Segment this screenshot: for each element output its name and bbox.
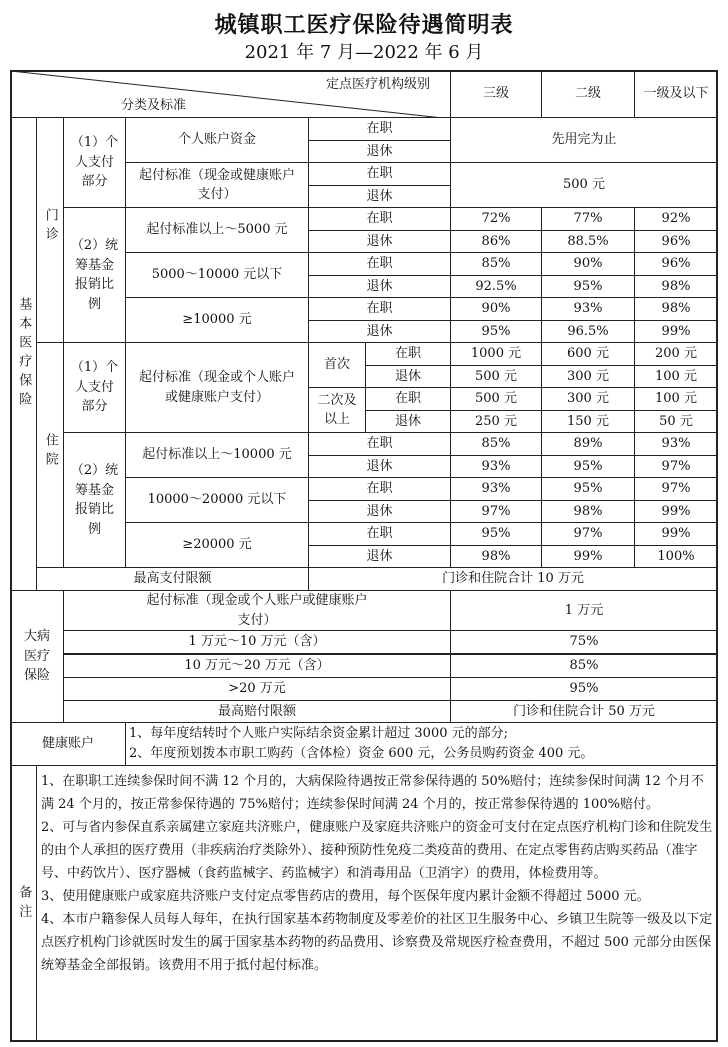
inpatient-deductible-employed: 200 元 bbox=[634, 342, 718, 366]
outpatient-rate-employed: 72% bbox=[450, 207, 542, 231]
note-item: 1、在职职工连续参保时间不满 12 个月的，大病保险待遇按正常参保待遇的 50%赔付；连续参保时间满 12 个月不满 24 个月的，按正常参保待遇的 75%赔付；连续参保时间满 24 个月的，按正常参保待遇的 100%赔付。 bbox=[41, 774, 704, 812]
critical-tier-label: 1 万元～10 万元（含） bbox=[63, 630, 451, 654]
critical-insurance-label: 大病医疗保险 bbox=[10, 590, 64, 723]
personal-account-value: 先用完为止 bbox=[450, 117, 718, 163]
status-retired: 退休 bbox=[308, 545, 451, 568]
status-employed: 在职 bbox=[308, 477, 451, 501]
inpatient-rate-employed: 85% bbox=[450, 432, 542, 456]
inpatient-rate-employed: 99% bbox=[634, 522, 718, 546]
inpatient-rate-retired: 95% bbox=[541, 455, 635, 478]
outpatient-deductible-value: 500 元 bbox=[450, 162, 718, 208]
status-employed: 在职 bbox=[308, 432, 451, 456]
corner-bottom-label: 分类及标准 bbox=[121, 98, 187, 113]
outpatient-rate-retired: 96% bbox=[634, 230, 718, 253]
notes-label-text: 备注 bbox=[16, 884, 32, 923]
inpatient-deductible-retired: 150 元 bbox=[541, 410, 635, 433]
outpatient-rate-employed: 90% bbox=[541, 252, 635, 276]
inpatient-deductible-employed: 100 元 bbox=[634, 387, 718, 411]
inpatient-text: 住院 bbox=[42, 433, 58, 471]
status-employed: 在职 bbox=[308, 117, 451, 141]
inpatient-rate-employed: 97% bbox=[541, 522, 635, 546]
inpatient-deductible-retired: 100 元 bbox=[634, 365, 718, 388]
inpatient-rate-retired: 100% bbox=[634, 545, 718, 568]
basic-insurance-label bbox=[10, 117, 37, 591]
outpatient-deductible-label: 起付标准（现金或健康账户支付） bbox=[125, 162, 309, 208]
critical-deductible-value: 1 万元 bbox=[450, 590, 718, 631]
outpatient-rate-retired: 96.5% bbox=[541, 320, 635, 343]
level-header-1: 一级及以下 bbox=[634, 70, 718, 118]
inpatient-tier-label: ≥20000 元 bbox=[125, 522, 309, 568]
note-item: 3、使用健康账户或家庭共济账户支付定点零售药店的费用，每个医保年度内累计金额不得超过 5000 元。 bbox=[41, 889, 650, 904]
inpatient-rate-retired: 98% bbox=[450, 545, 542, 568]
outpatient-rate-retired: 98% bbox=[634, 275, 718, 298]
max-payment-label: 最高支付限额 bbox=[36, 567, 309, 591]
inpatient-fund-part: （2）统筹基金报销比例 bbox=[63, 432, 126, 568]
outpatient-rate-retired: 95% bbox=[541, 275, 635, 298]
inpatient-rate-employed: 93% bbox=[634, 432, 718, 456]
notes-content bbox=[36, 765, 718, 1042]
health-account-line: 1、每年度结转时个人账户实际结余资金累计超过 3000 元的部分; bbox=[129, 726, 508, 741]
level-header-2: 二级 bbox=[541, 70, 635, 118]
status-retired: 退休 bbox=[308, 185, 451, 208]
critical-tier-label: >20 万元 bbox=[63, 677, 451, 701]
inpatient-deductible-employed: 500 元 bbox=[450, 387, 542, 411]
status-employed: 在职 bbox=[365, 342, 451, 366]
first-visit-label: 首次 bbox=[308, 342, 366, 388]
status-retired: 退休 bbox=[308, 320, 451, 343]
status-employed: 在职 bbox=[365, 387, 451, 411]
status-employed: 在职 bbox=[308, 207, 451, 231]
outpatient-rate-retired: 88.5% bbox=[541, 230, 635, 253]
outpatient-text: 门诊 bbox=[42, 208, 58, 246]
inpatient-deductible-retired: 250 元 bbox=[450, 410, 542, 433]
inpatient-tier-label: 10000～20000 元以下 bbox=[125, 477, 309, 523]
inpatient-rate-employed: 95% bbox=[450, 522, 542, 546]
status-employed: 在职 bbox=[308, 297, 451, 321]
status-retired: 退休 bbox=[365, 410, 451, 433]
outpatient-tier-label: 5000～10000 元以下 bbox=[125, 252, 309, 298]
outpatient-rate-retired: 92.5% bbox=[450, 275, 542, 298]
status-employed: 在职 bbox=[308, 522, 451, 546]
outpatient-personal-part: （1）个人支付部分 bbox=[63, 117, 126, 208]
status-retired: 退休 bbox=[308, 140, 451, 163]
inpatient-deductible-retired: 300 元 bbox=[541, 365, 635, 388]
outpatient-rate-employed: 98% bbox=[634, 297, 718, 321]
note-item: 2、可与省内参保直系亲属建立家庭共济账户，健康账户及家庭共济账户的资金可支付在定点医疗机构门诊和住院发生的由个人承担的医疗费用（非疾病治疗类除外）、接种预防性免疫二类疫苗的费用、在定点零售药店购买药品（准字号、中药饮片）、医疗器械（食药监械字、药监械字）和消毒用品（卫消字）的费用，体检费用等。 bbox=[41, 820, 713, 881]
health-account-label: 健康账户 bbox=[10, 722, 126, 766]
status-employed: 在职 bbox=[308, 252, 451, 276]
critical-tier-value: 95% bbox=[450, 677, 718, 701]
outpatient-rate-employed: 90% bbox=[450, 297, 542, 321]
inpatient-rate-retired: 97% bbox=[634, 455, 718, 478]
critical-tier-label: 10 万元～20 万元（含） bbox=[63, 654, 451, 678]
outpatient-rate-retired: 95% bbox=[450, 320, 542, 343]
status-retired: 退休 bbox=[308, 230, 451, 253]
repeat-visit-label: 二次及以上 bbox=[308, 387, 366, 433]
document-title: 城镇职工医疗保险待遇简明表 bbox=[214, 12, 514, 38]
inpatient-deductible-label: 起付标准（现金或个人账户或健康账户支付） bbox=[125, 342, 309, 433]
inpatient-rate-employed: 95% bbox=[541, 477, 635, 501]
inpatient-deductible-employed: 1000 元 bbox=[450, 342, 542, 366]
critical-max-value: 门诊和住院合计 50 万元 bbox=[450, 700, 718, 723]
inpatient-tier-label: 起付标准以上～10000 元 bbox=[125, 432, 309, 478]
status-retired: 退休 bbox=[308, 455, 451, 478]
outpatient-rate-employed: 77% bbox=[541, 207, 635, 231]
corner-header bbox=[10, 70, 451, 118]
note-item: 4、本市户籍参保人员每人每年，在执行国家基本药物制度及零差价的社区卫生服务中心、乡镇卫生院等一级及以下定点医疗机构门诊就医时发生的属于国家基本药物的药品费用、诊察费及常规医疗检查费用，不超过 500 元部分由医保统筹基金全部报销。该费用不用于抵付起付标准。 bbox=[41, 912, 713, 973]
inpatient-rate-retired: 93% bbox=[450, 455, 542, 478]
inpatient-deductible-employed: 300 元 bbox=[541, 387, 635, 411]
max-payment-value: 门诊和住院合计 10 万元 bbox=[308, 567, 718, 591]
corner-top-label: 定点医疗机构级别 bbox=[325, 77, 430, 92]
outpatient-label bbox=[36, 117, 64, 343]
outpatient-rate-employed: 85% bbox=[450, 252, 542, 276]
inpatient-label bbox=[36, 342, 64, 568]
outpatient-fund-part: （2）统筹基金报销比例 bbox=[63, 207, 126, 343]
outpatient-rate-employed: 92% bbox=[634, 207, 718, 231]
inpatient-deductible-retired: 50 元 bbox=[634, 410, 718, 433]
inpatient-deductible-retired: 500 元 bbox=[450, 365, 542, 388]
outpatient-tier-label: 起付标准以上～5000 元 bbox=[125, 207, 309, 253]
status-retired: 退休 bbox=[365, 365, 451, 388]
status-retired: 退休 bbox=[308, 500, 451, 523]
inpatient-rate-employed: 97% bbox=[634, 477, 718, 501]
critical-tier-value: 85% bbox=[450, 654, 718, 678]
inpatient-rate-retired: 97% bbox=[450, 500, 542, 523]
critical-tier-value: 75% bbox=[450, 630, 718, 654]
outpatient-rate-employed: 93% bbox=[541, 297, 635, 321]
status-employed: 在职 bbox=[308, 162, 451, 186]
basic-insurance-text: 基本医疗保险 bbox=[16, 297, 32, 411]
outpatient-rate-retired: 99% bbox=[634, 320, 718, 343]
outpatient-rate-retired: 86% bbox=[450, 230, 542, 253]
inpatient-rate-retired: 99% bbox=[634, 500, 718, 523]
level-header-3: 三级 bbox=[450, 70, 542, 118]
inpatient-deductible-employed: 600 元 bbox=[541, 342, 635, 366]
critical-max-label: 最高赔付限额 bbox=[63, 700, 451, 723]
outpatient-tier-label: ≥10000 元 bbox=[125, 297, 309, 343]
status-retired: 退休 bbox=[308, 275, 451, 298]
inpatient-rate-employed: 89% bbox=[541, 432, 635, 456]
document-period: 2021 年 7 月—2022 年 6 月 bbox=[244, 42, 484, 63]
health-account-line: 2、年度预划拨本市职工购药（含体检）资金 600 元，公务员购药资金 400 元。 bbox=[129, 746, 594, 761]
inpatient-rate-retired: 99% bbox=[541, 545, 635, 568]
inpatient-rate-retired: 98% bbox=[541, 500, 635, 523]
inpatient-personal-part: （1）个人支付部分 bbox=[63, 342, 126, 433]
health-account-content bbox=[125, 722, 718, 766]
personal-account-label: 个人账户资金 bbox=[125, 117, 309, 163]
outpatient-rate-employed: 96% bbox=[634, 252, 718, 276]
critical-deductible-label: 起付标准（现金或个人账户或健康账户支付） bbox=[63, 590, 451, 631]
notes-label bbox=[10, 765, 37, 1042]
inpatient-rate-employed: 93% bbox=[450, 477, 542, 501]
